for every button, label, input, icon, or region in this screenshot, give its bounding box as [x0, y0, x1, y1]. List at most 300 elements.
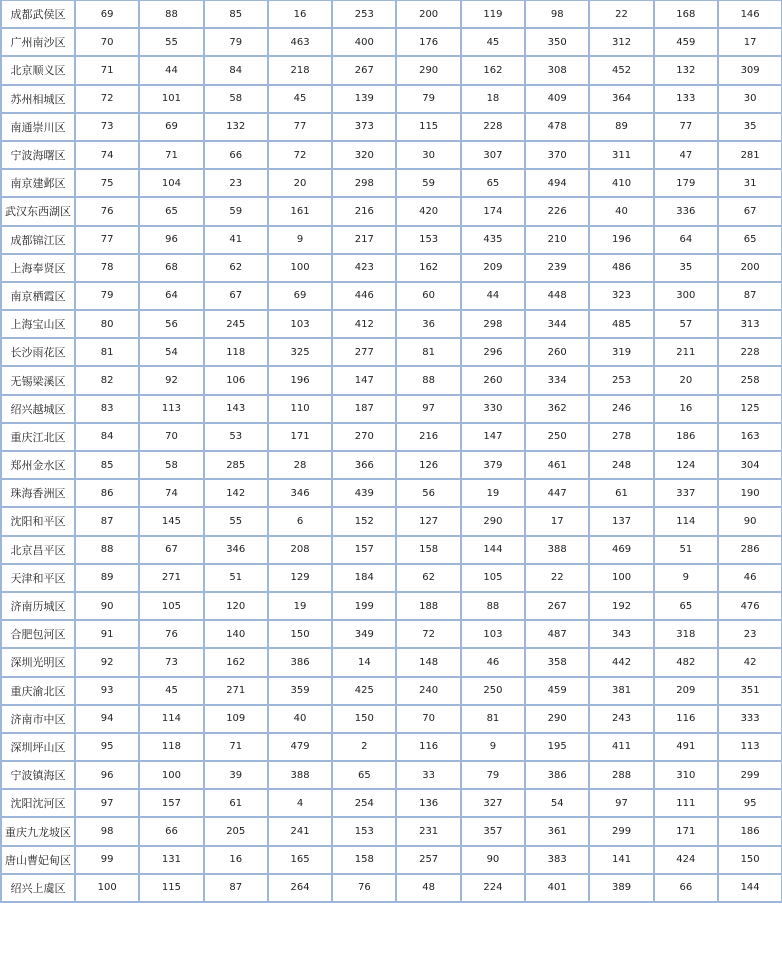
district-name-cell: 南京建邺区 [1, 169, 75, 197]
table-row [1, 366, 782, 394]
table-row [1, 733, 782, 761]
value-cell: 319 [589, 338, 653, 366]
value-cell: 351 [718, 677, 782, 705]
district-name-cell: 重庆江北区 [1, 423, 75, 451]
value-cell: 77 [654, 113, 718, 141]
value-cell: 136 [396, 789, 460, 817]
row-index-cell: 99 [75, 846, 139, 874]
table-row [1, 874, 782, 902]
value-cell: 39 [204, 761, 268, 789]
row-index-cell: 81 [75, 338, 139, 366]
value-cell: 59 [396, 169, 460, 197]
value-cell: 72 [268, 141, 332, 169]
value-cell: 258 [718, 366, 782, 394]
value-cell: 118 [139, 733, 203, 761]
row-index-cell: 75 [75, 169, 139, 197]
value-cell: 310 [654, 761, 718, 789]
value-cell: 45 [268, 85, 332, 113]
value-cell: 485 [589, 310, 653, 338]
value-cell: 16 [654, 395, 718, 423]
value-cell: 114 [139, 705, 203, 733]
value-cell: 487 [525, 620, 589, 648]
value-cell: 165 [268, 846, 332, 874]
value-cell: 51 [204, 564, 268, 592]
value-cell: 77 [268, 113, 332, 141]
value-cell: 30 [396, 141, 460, 169]
row-index-cell: 69 [75, 0, 139, 28]
value-cell: 231 [396, 817, 460, 845]
value-cell: 161 [268, 197, 332, 225]
value-cell: 388 [525, 536, 589, 564]
value-cell: 286 [718, 536, 782, 564]
row-index-cell: 93 [75, 677, 139, 705]
value-cell: 88 [396, 366, 460, 394]
table-row [1, 423, 782, 451]
table-row [1, 564, 782, 592]
value-cell: 439 [332, 479, 396, 507]
value-cell: 309 [718, 56, 782, 84]
value-cell: 41 [204, 226, 268, 254]
table-row [1, 56, 782, 84]
value-cell: 51 [654, 536, 718, 564]
value-cell: 66 [139, 817, 203, 845]
row-index-cell: 72 [75, 85, 139, 113]
value-cell: 290 [525, 705, 589, 733]
value-cell: 23 [204, 169, 268, 197]
value-cell: 359 [268, 677, 332, 705]
value-cell: 40 [268, 705, 332, 733]
value-cell: 361 [525, 817, 589, 845]
value-cell: 296 [461, 338, 525, 366]
value-cell: 85 [204, 0, 268, 28]
value-cell: 307 [461, 141, 525, 169]
value-cell: 72 [396, 620, 460, 648]
value-cell: 271 [204, 677, 268, 705]
value-cell: 168 [654, 0, 718, 28]
value-cell: 346 [204, 536, 268, 564]
value-cell: 48 [396, 874, 460, 902]
value-cell: 68 [139, 254, 203, 282]
value-cell: 333 [718, 705, 782, 733]
row-index-cell: 73 [75, 113, 139, 141]
value-cell: 248 [589, 451, 653, 479]
value-cell: 45 [461, 28, 525, 56]
value-cell: 141 [589, 846, 653, 874]
value-cell: 40 [589, 197, 653, 225]
value-cell: 216 [396, 423, 460, 451]
value-cell: 45 [139, 677, 203, 705]
district-name-cell: 长沙雨花区 [1, 338, 75, 366]
value-cell: 447 [525, 479, 589, 507]
value-cell: 140 [204, 620, 268, 648]
value-cell: 111 [654, 789, 718, 817]
value-cell: 97 [396, 395, 460, 423]
value-cell: 330 [461, 395, 525, 423]
value-cell: 79 [204, 28, 268, 56]
value-cell: 76 [332, 874, 396, 902]
value-cell: 401 [525, 874, 589, 902]
row-index-cell: 79 [75, 282, 139, 310]
district-name-cell: 重庆渝北区 [1, 677, 75, 705]
value-cell: 95 [718, 789, 782, 817]
value-cell: 325 [268, 338, 332, 366]
district-name-cell: 广州南沙区 [1, 28, 75, 56]
value-cell: 58 [139, 451, 203, 479]
value-cell: 299 [718, 761, 782, 789]
value-cell: 113 [139, 395, 203, 423]
value-cell: 44 [139, 56, 203, 84]
value-cell: 16 [268, 0, 332, 28]
value-cell: 66 [654, 874, 718, 902]
value-cell: 153 [396, 226, 460, 254]
table-row [1, 846, 782, 874]
value-cell: 254 [332, 789, 396, 817]
value-cell: 400 [332, 28, 396, 56]
value-cell: 9 [268, 226, 332, 254]
value-cell: 61 [589, 479, 653, 507]
value-cell: 153 [332, 817, 396, 845]
value-cell: 228 [718, 338, 782, 366]
table-row [1, 536, 782, 564]
value-cell: 65 [139, 197, 203, 225]
value-cell: 264 [268, 874, 332, 902]
value-cell: 386 [525, 761, 589, 789]
value-cell: 410 [589, 169, 653, 197]
district-name-cell: 深圳坪山区 [1, 733, 75, 761]
row-index-cell: 98 [75, 817, 139, 845]
value-cell: 362 [525, 395, 589, 423]
value-cell: 186 [654, 423, 718, 451]
value-cell: 313 [718, 310, 782, 338]
district-name-cell: 上海宝山区 [1, 310, 75, 338]
value-cell: 119 [461, 0, 525, 28]
district-name-cell: 北京昌平区 [1, 536, 75, 564]
value-cell: 62 [204, 254, 268, 282]
value-cell: 157 [139, 789, 203, 817]
value-cell: 71 [139, 141, 203, 169]
value-cell: 337 [654, 479, 718, 507]
value-cell: 69 [268, 282, 332, 310]
value-cell: 299 [589, 817, 653, 845]
value-cell: 124 [654, 451, 718, 479]
value-cell: 150 [332, 705, 396, 733]
value-cell: 81 [396, 338, 460, 366]
value-cell: 84 [204, 56, 268, 84]
value-cell: 56 [139, 310, 203, 338]
value-cell: 6 [268, 507, 332, 535]
value-cell: 35 [718, 113, 782, 141]
district-name-cell: 苏州相城区 [1, 85, 75, 113]
table-row [1, 141, 782, 169]
value-cell: 105 [139, 592, 203, 620]
value-cell: 491 [654, 733, 718, 761]
value-cell: 58 [204, 85, 268, 113]
value-cell: 216 [332, 197, 396, 225]
value-cell: 109 [204, 705, 268, 733]
table-row [1, 761, 782, 789]
value-cell: 64 [654, 226, 718, 254]
value-cell: 90 [718, 507, 782, 535]
value-cell: 196 [589, 226, 653, 254]
row-index-cell: 88 [75, 536, 139, 564]
value-cell: 424 [654, 846, 718, 874]
value-cell: 17 [525, 507, 589, 535]
table-body [1, 0, 782, 902]
district-name-cell: 武汉东西湖区 [1, 197, 75, 225]
row-index-cell: 77 [75, 226, 139, 254]
district-name-cell: 成都武侯区 [1, 0, 75, 28]
value-cell: 311 [589, 141, 653, 169]
value-cell: 442 [589, 648, 653, 676]
value-cell: 150 [718, 846, 782, 874]
value-cell: 90 [461, 846, 525, 874]
value-cell: 270 [332, 423, 396, 451]
value-cell: 425 [332, 677, 396, 705]
value-cell: 278 [589, 423, 653, 451]
value-cell: 66 [204, 141, 268, 169]
row-index-cell: 92 [75, 648, 139, 676]
value-cell: 76 [139, 620, 203, 648]
table-row [1, 85, 782, 113]
value-cell: 211 [654, 338, 718, 366]
value-cell: 290 [396, 56, 460, 84]
value-cell: 209 [461, 254, 525, 282]
value-cell: 146 [718, 0, 782, 28]
value-cell: 245 [204, 310, 268, 338]
value-cell: 288 [589, 761, 653, 789]
table-row [1, 197, 782, 225]
value-cell: 162 [461, 56, 525, 84]
value-cell: 381 [589, 677, 653, 705]
value-cell: 22 [525, 564, 589, 592]
value-cell: 132 [204, 113, 268, 141]
table-row [1, 282, 782, 310]
value-cell: 30 [718, 85, 782, 113]
value-cell: 137 [589, 507, 653, 535]
value-cell: 373 [332, 113, 396, 141]
value-cell: 101 [139, 85, 203, 113]
value-cell: 240 [396, 677, 460, 705]
district-name-cell: 成都锦江区 [1, 226, 75, 254]
district-name-cell: 上海奉贤区 [1, 254, 75, 282]
value-cell: 476 [718, 592, 782, 620]
district-name-cell: 宁波镇海区 [1, 761, 75, 789]
value-cell: 100 [589, 564, 653, 592]
value-cell: 479 [268, 733, 332, 761]
value-cell: 144 [718, 874, 782, 902]
value-cell: 64 [139, 282, 203, 310]
value-cell: 187 [332, 395, 396, 423]
value-cell: 79 [396, 85, 460, 113]
row-index-cell: 94 [75, 705, 139, 733]
value-cell: 188 [396, 592, 460, 620]
value-cell: 312 [589, 28, 653, 56]
value-cell: 36 [396, 310, 460, 338]
value-cell: 67 [204, 282, 268, 310]
value-cell: 327 [461, 789, 525, 817]
district-name-cell: 合肥包河区 [1, 620, 75, 648]
row-index-cell: 89 [75, 564, 139, 592]
value-cell: 118 [204, 338, 268, 366]
value-cell: 35 [654, 254, 718, 282]
value-cell: 139 [332, 85, 396, 113]
value-cell: 2 [332, 733, 396, 761]
value-cell: 9 [461, 733, 525, 761]
value-cell: 461 [525, 451, 589, 479]
value-cell: 469 [589, 536, 653, 564]
value-cell: 57 [654, 310, 718, 338]
value-cell: 435 [461, 226, 525, 254]
value-cell: 459 [654, 28, 718, 56]
value-cell: 131 [139, 846, 203, 874]
value-cell: 22 [589, 0, 653, 28]
value-cell: 114 [654, 507, 718, 535]
value-cell: 104 [139, 169, 203, 197]
value-cell: 106 [204, 366, 268, 394]
value-cell: 218 [268, 56, 332, 84]
district-name-cell: 沈阳沈河区 [1, 789, 75, 817]
value-cell: 115 [396, 113, 460, 141]
value-cell: 147 [461, 423, 525, 451]
row-index-cell: 84 [75, 423, 139, 451]
value-cell: 459 [525, 677, 589, 705]
value-cell: 61 [204, 789, 268, 817]
table-row [1, 648, 782, 676]
value-cell: 65 [461, 169, 525, 197]
value-cell: 409 [525, 85, 589, 113]
table-row [1, 507, 782, 535]
value-cell: 9 [654, 564, 718, 592]
value-cell: 190 [718, 479, 782, 507]
table-row [1, 226, 782, 254]
value-cell: 89 [589, 113, 653, 141]
value-cell: 148 [396, 648, 460, 676]
row-index-cell: 85 [75, 451, 139, 479]
value-cell: 364 [589, 85, 653, 113]
district-name-cell: 北京顺义区 [1, 56, 75, 84]
value-cell: 55 [139, 28, 203, 56]
table-row [1, 113, 782, 141]
row-index-cell: 78 [75, 254, 139, 282]
value-cell: 67 [718, 197, 782, 225]
value-cell: 100 [139, 761, 203, 789]
value-cell: 208 [268, 536, 332, 564]
table-row [1, 395, 782, 423]
value-cell: 129 [268, 564, 332, 592]
value-cell: 277 [332, 338, 396, 366]
value-cell: 239 [525, 254, 589, 282]
value-cell: 478 [525, 113, 589, 141]
value-cell: 126 [396, 451, 460, 479]
row-index-cell: 95 [75, 733, 139, 761]
row-index-cell: 74 [75, 141, 139, 169]
district-name-cell: 唐山曹妃甸区 [1, 846, 75, 874]
table-row [1, 169, 782, 197]
table-row [1, 0, 782, 28]
value-cell: 4 [268, 789, 332, 817]
value-cell: 343 [589, 620, 653, 648]
value-cell: 411 [589, 733, 653, 761]
value-cell: 241 [268, 817, 332, 845]
value-cell: 200 [396, 0, 460, 28]
row-index-cell: 70 [75, 28, 139, 56]
value-cell: 217 [332, 226, 396, 254]
value-cell: 157 [332, 536, 396, 564]
value-cell: 19 [461, 479, 525, 507]
district-name-cell: 济南市中区 [1, 705, 75, 733]
value-cell: 184 [332, 564, 396, 592]
value-cell: 300 [654, 282, 718, 310]
table-row [1, 28, 782, 56]
value-cell: 179 [654, 169, 718, 197]
value-cell: 243 [589, 705, 653, 733]
value-cell: 69 [139, 113, 203, 141]
value-cell: 224 [461, 874, 525, 902]
value-cell: 142 [204, 479, 268, 507]
district-name-cell: 济南历城区 [1, 592, 75, 620]
value-cell: 463 [268, 28, 332, 56]
value-cell: 55 [204, 507, 268, 535]
value-cell: 250 [461, 677, 525, 705]
value-cell: 65 [654, 592, 718, 620]
district-name-cell: 沈阳和平区 [1, 507, 75, 535]
district-name-cell: 绍兴越城区 [1, 395, 75, 423]
value-cell: 144 [461, 536, 525, 564]
district-name-cell: 南京栖霞区 [1, 282, 75, 310]
table-row [1, 310, 782, 338]
value-cell: 73 [139, 648, 203, 676]
value-cell: 246 [589, 395, 653, 423]
value-cell: 105 [461, 564, 525, 592]
value-cell: 20 [654, 366, 718, 394]
value-cell: 127 [396, 507, 460, 535]
value-cell: 366 [332, 451, 396, 479]
value-cell: 18 [461, 85, 525, 113]
value-cell: 344 [525, 310, 589, 338]
value-cell: 110 [268, 395, 332, 423]
value-cell: 150 [268, 620, 332, 648]
value-cell: 31 [718, 169, 782, 197]
value-cell: 257 [396, 846, 460, 874]
row-index-cell: 91 [75, 620, 139, 648]
value-cell: 195 [525, 733, 589, 761]
value-cell: 260 [525, 338, 589, 366]
value-cell: 81 [461, 705, 525, 733]
value-cell: 486 [589, 254, 653, 282]
value-cell: 147 [332, 366, 396, 394]
value-cell: 120 [204, 592, 268, 620]
value-cell: 103 [268, 310, 332, 338]
value-cell: 383 [525, 846, 589, 874]
value-cell: 60 [396, 282, 460, 310]
value-cell: 281 [718, 141, 782, 169]
value-cell: 92 [139, 366, 203, 394]
value-cell: 379 [461, 451, 525, 479]
value-cell: 176 [396, 28, 460, 56]
value-cell: 16 [204, 846, 268, 874]
value-cell: 65 [332, 761, 396, 789]
value-cell: 125 [718, 395, 782, 423]
value-cell: 42 [718, 648, 782, 676]
value-cell: 386 [268, 648, 332, 676]
value-cell: 370 [525, 141, 589, 169]
value-cell: 448 [525, 282, 589, 310]
value-cell: 196 [268, 366, 332, 394]
district-name-cell: 珠海香洲区 [1, 479, 75, 507]
value-cell: 46 [461, 648, 525, 676]
value-cell: 96 [139, 226, 203, 254]
value-cell: 71 [204, 733, 268, 761]
